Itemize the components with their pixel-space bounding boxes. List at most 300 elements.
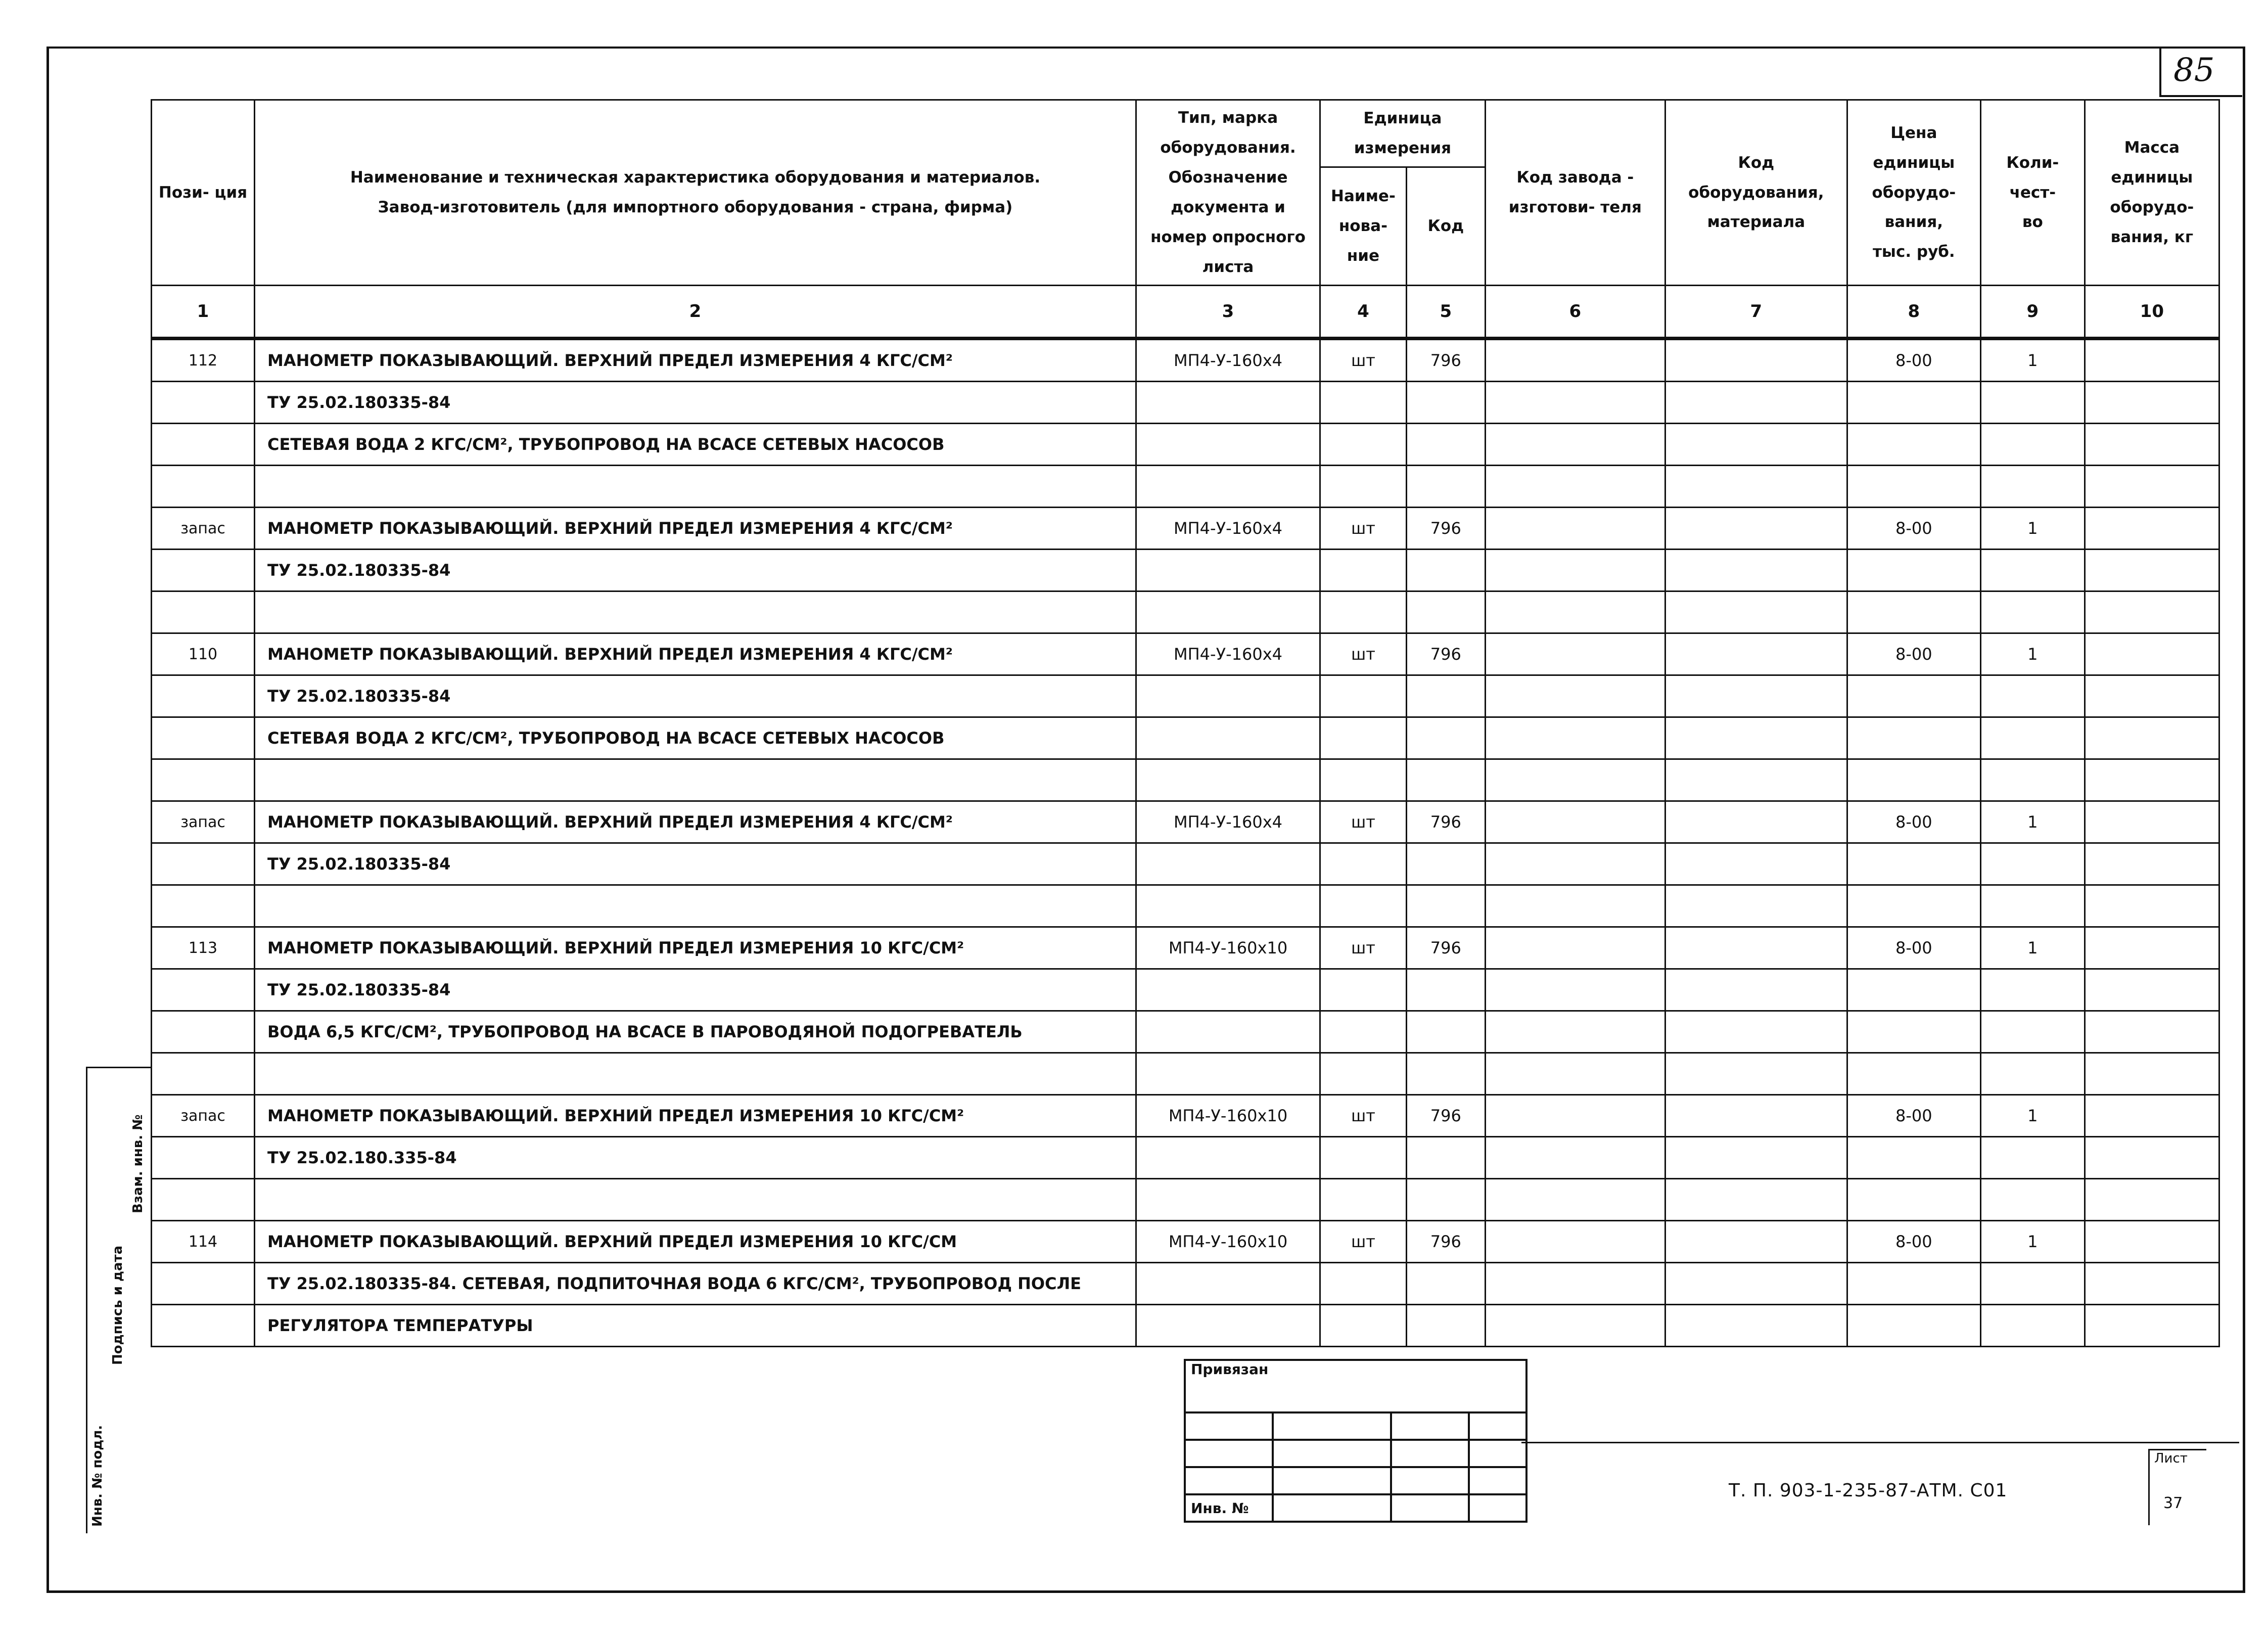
table-row <box>152 382 2219 424</box>
row-factory-code <box>1485 1221 1665 1263</box>
column-number-2: 2 <box>255 286 1136 339</box>
row-name: МАНОМЕТР ПОКАЗЫВАЮЩИЙ. ВЕРХНИЙ ПРЕДЕЛ ИЗМЕРЕНИЯ 10 КГС/СМ² <box>255 927 1136 969</box>
row-unit <box>1320 550 1407 591</box>
row-mass <box>2085 591 2219 633</box>
side-label-inventory: Инв. № подл. <box>90 1425 105 1527</box>
row-unit <box>1320 591 1407 633</box>
row-price: 8-00 <box>1847 633 1980 675</box>
row-name <box>255 759 1136 801</box>
row-name: СЕТЕВАЯ ВОДА 2 КГС/СМ², ТРУБОПРОВОД НА ВСАСЕ СЕТЕВЫХ НАСОСОВ <box>255 717 1136 759</box>
row-factory-code <box>1485 466 1665 508</box>
row-type <box>1136 382 1320 424</box>
row-factory-code <box>1485 424 1665 466</box>
row-unit-code <box>1406 1305 1485 1347</box>
table-row <box>152 885 2219 927</box>
row-name <box>255 591 1136 633</box>
row-name: ВОДА 6,5 КГС/СМ², ТРУБОПРОВОД НА ВСАСЕ В ПАРОВОДЯНОЙ ПОДОГРЕВАТЕЛЬ <box>255 1011 1136 1053</box>
row-factory-code <box>1485 927 1665 969</box>
row-unit-code <box>1406 550 1485 591</box>
row-position: 110 <box>152 633 255 675</box>
row-type: МП4-У-160х4 <box>1136 508 1320 550</box>
row-unit-code <box>1406 466 1485 508</box>
row-quantity <box>1980 550 2085 591</box>
column-number-5: 5 <box>1406 286 1485 339</box>
row-position <box>152 382 255 424</box>
row-name: ТУ 25.02.180335-84. СЕТЕВАЯ, ПОДПИТОЧНАЯ ВОДА 6 КГС/СМ², ТРУБОПРОВОД ПОСЛЕ <box>255 1263 1136 1305</box>
row-name: ТУ 25.02.180335-84 <box>255 675 1136 717</box>
row-type: МП4-У-160х4 <box>1136 801 1320 843</box>
row-equipment-code <box>1665 1179 1847 1221</box>
row-unit: шт <box>1320 801 1407 843</box>
table-row <box>152 675 2219 717</box>
sheet-number: 37 <box>2163 1494 2183 1512</box>
row-unit-code <box>1406 969 1485 1011</box>
row-price: 8-00 <box>1847 927 1980 969</box>
row-unit-code <box>1406 885 1485 927</box>
row-mass <box>2085 801 2219 843</box>
row-unit-code <box>1406 1011 1485 1053</box>
row-mass <box>2085 550 2219 591</box>
row-type <box>1136 550 1320 591</box>
row-equipment-code <box>1665 1137 1847 1179</box>
table-row <box>152 1095 2219 1137</box>
row-quantity <box>1980 1305 2085 1347</box>
row-name: МАНОМЕТР ПОКАЗЫВАЮЩИЙ. ВЕРХНИЙ ПРЕДЕЛ ИЗМЕРЕНИЯ 4 КГС/СМ² <box>255 339 1136 382</box>
row-position <box>152 1137 255 1179</box>
row-factory-code <box>1485 1305 1665 1347</box>
row-equipment-code <box>1665 675 1847 717</box>
row-position: запас <box>152 1095 255 1137</box>
row-factory-code <box>1485 508 1665 550</box>
row-price <box>1847 1011 1980 1053</box>
table-row <box>152 843 2219 885</box>
header-factory-code: Код завода - изготови- теля <box>1485 100 1665 286</box>
row-quantity <box>1980 675 2085 717</box>
row-position <box>152 717 255 759</box>
row-type <box>1136 885 1320 927</box>
page-number: 85 <box>2173 52 2215 89</box>
row-price <box>1847 1305 1980 1347</box>
row-unit <box>1320 382 1407 424</box>
row-position: 113 <box>152 927 255 969</box>
row-factory-code <box>1485 675 1665 717</box>
row-quantity <box>1980 424 2085 466</box>
row-quantity <box>1980 717 2085 759</box>
row-quantity <box>1980 1263 2085 1305</box>
row-quantity <box>1980 1179 2085 1221</box>
row-position: 114 <box>152 1221 255 1263</box>
row-position <box>152 759 255 801</box>
binding-stamp <box>1184 1359 1528 1523</box>
row-unit: шт <box>1320 927 1407 969</box>
row-equipment-code <box>1665 885 1847 927</box>
row-type: МП4-У-160х4 <box>1136 339 1320 382</box>
row-type <box>1136 591 1320 633</box>
table-row <box>152 969 2219 1011</box>
row-type <box>1136 1305 1320 1347</box>
header-price: Цена единицы оборудо- вания, тыс. руб. <box>1847 100 1980 286</box>
row-equipment-code <box>1665 339 1847 382</box>
row-type <box>1136 1053 1320 1095</box>
row-type <box>1136 1011 1320 1053</box>
row-unit: шт <box>1320 1221 1407 1263</box>
row-price <box>1847 550 1980 591</box>
row-equipment-code <box>1665 1221 1847 1263</box>
row-unit-code: 796 <box>1406 1221 1485 1263</box>
row-unit-code: 796 <box>1406 339 1485 382</box>
table-row <box>152 591 2219 633</box>
row-quantity: 1 <box>1980 1095 2085 1137</box>
row-price <box>1847 717 1980 759</box>
row-equipment-code <box>1665 927 1847 969</box>
row-position <box>152 1263 255 1305</box>
table-row <box>152 1179 2219 1221</box>
row-mass <box>2085 1053 2219 1095</box>
row-equipment-code <box>1665 591 1847 633</box>
row-unit <box>1320 675 1407 717</box>
table-row <box>152 1221 2219 1263</box>
row-mass <box>2085 717 2219 759</box>
row-unit-code: 796 <box>1406 927 1485 969</box>
row-quantity <box>1980 466 2085 508</box>
header-unit-code: Код <box>1406 167 1485 286</box>
row-equipment-code <box>1665 466 1847 508</box>
column-number-9: 9 <box>1980 286 2085 339</box>
row-position <box>152 1305 255 1347</box>
row-equipment-code <box>1665 1011 1847 1053</box>
row-type <box>1136 843 1320 885</box>
row-position <box>152 550 255 591</box>
row-factory-code <box>1485 550 1665 591</box>
row-price <box>1847 424 1980 466</box>
row-mass <box>2085 1305 2219 1347</box>
row-position <box>152 466 255 508</box>
row-price <box>1847 591 1980 633</box>
row-unit-code: 796 <box>1406 801 1485 843</box>
header-name-line2: Завод-изготовитель (для импортного оборудования - страна, фирма) <box>378 198 1013 216</box>
row-unit-code <box>1406 382 1485 424</box>
row-position: запас <box>152 508 255 550</box>
row-unit <box>1320 1137 1407 1179</box>
row-equipment-code <box>1665 1263 1847 1305</box>
row-unit-code <box>1406 717 1485 759</box>
side-label-replacement: Взам. инв. № <box>130 1114 146 1213</box>
stamp-bound-label: Привязан <box>1185 1360 1526 1412</box>
header-quantity: Коли- чест- во <box>1980 100 2085 286</box>
row-price: 8-00 <box>1847 339 1980 382</box>
row-price: 8-00 <box>1847 1095 1980 1137</box>
row-equipment-code <box>1665 550 1847 591</box>
row-factory-code <box>1485 801 1665 843</box>
table-row <box>152 633 2219 675</box>
row-name: ТУ 25.02.180335-84 <box>255 550 1136 591</box>
table-row <box>152 1137 2219 1179</box>
table-row <box>152 927 2219 969</box>
row-type <box>1136 1179 1320 1221</box>
table-row <box>152 508 2219 550</box>
header-type: Тип, марка оборудования. Обозначение документа и номер опросного листа <box>1136 100 1320 286</box>
row-factory-code <box>1485 1095 1665 1137</box>
row-mass <box>2085 885 2219 927</box>
row-unit <box>1320 843 1407 885</box>
row-price <box>1847 843 1980 885</box>
row-price: 8-00 <box>1847 508 1980 550</box>
row-price <box>1847 1053 1980 1095</box>
row-factory-code <box>1485 1263 1665 1305</box>
row-name: МАНОМЕТР ПОКАЗЫВАЮЩИЙ. ВЕРХНИЙ ПРЕДЕЛ ИЗМЕРЕНИЯ 4 КГС/СМ² <box>255 508 1136 550</box>
table-row <box>152 717 2219 759</box>
row-equipment-code <box>1665 969 1847 1011</box>
row-name <box>255 1179 1136 1221</box>
header-unit-name: Наиме- нова- ние <box>1320 167 1407 286</box>
row-quantity <box>1980 1011 2085 1053</box>
row-unit <box>1320 1011 1407 1053</box>
row-unit-code <box>1406 759 1485 801</box>
row-mass <box>2085 466 2219 508</box>
table-row <box>152 1011 2219 1053</box>
row-unit: шт <box>1320 1095 1407 1137</box>
row-position: 112 <box>152 339 255 382</box>
row-factory-code <box>1485 1179 1665 1221</box>
row-name: СЕТЕВАЯ ВОДА 2 КГС/СМ², ТРУБОПРОВОД НА ВСАСЕ СЕТЕВЫХ НАСОСОВ <box>255 424 1136 466</box>
row-position <box>152 885 255 927</box>
row-position <box>152 969 255 1011</box>
column-number-3: 3 <box>1136 286 1320 339</box>
row-mass <box>2085 1221 2219 1263</box>
header-name <box>255 100 1136 286</box>
row-price <box>1847 1179 1980 1221</box>
row-quantity <box>1980 885 2085 927</box>
row-quantity <box>1980 969 2085 1011</box>
row-quantity: 1 <box>1980 801 2085 843</box>
row-position <box>152 1011 255 1053</box>
row-equipment-code <box>1665 1095 1847 1137</box>
row-name: ТУ 25.02.180335-84 <box>255 382 1136 424</box>
row-unit <box>1320 885 1407 927</box>
table-row <box>152 1053 2219 1095</box>
row-position: запас <box>152 801 255 843</box>
row-type <box>1136 675 1320 717</box>
table-row <box>152 1263 2219 1305</box>
row-type: МП4-У-160х10 <box>1136 1095 1320 1137</box>
row-type <box>1136 466 1320 508</box>
row-unit <box>1320 717 1407 759</box>
row-mass <box>2085 1011 2219 1053</box>
row-mass <box>2085 1137 2219 1179</box>
row-price <box>1847 382 1980 424</box>
row-mass <box>2085 969 2219 1011</box>
specification-body <box>152 339 2219 1347</box>
row-price: 8-00 <box>1847 1221 1980 1263</box>
column-number-4: 4 <box>1320 286 1407 339</box>
row-unit <box>1320 969 1407 1011</box>
column-number-10: 10 <box>2085 286 2219 339</box>
row-mass <box>2085 339 2219 382</box>
row-unit-code <box>1406 424 1485 466</box>
row-factory-code <box>1485 717 1665 759</box>
row-mass <box>2085 633 2219 675</box>
row-quantity <box>1980 759 2085 801</box>
header-equipment-code: Код оборудования, материала <box>1665 100 1847 286</box>
row-quantity: 1 <box>1980 633 2085 675</box>
header-name-line1: Наименование и техническая характеристика оборудования и материалов. <box>350 168 1041 187</box>
row-type <box>1136 1137 1320 1179</box>
table-row <box>152 1305 2219 1347</box>
row-unit-code <box>1406 1137 1485 1179</box>
row-price <box>1847 466 1980 508</box>
row-quantity: 1 <box>1980 508 2085 550</box>
table-row <box>152 759 2219 801</box>
row-factory-code <box>1485 339 1665 382</box>
row-equipment-code <box>1665 1305 1847 1347</box>
row-name: МАНОМЕТР ПОКАЗЫВАЮЩИЙ. ВЕРХНИЙ ПРЕДЕЛ ИЗМЕРЕНИЯ 4 КГС/СМ² <box>255 633 1136 675</box>
table-row <box>152 550 2219 591</box>
row-mass <box>2085 1263 2219 1305</box>
row-mass <box>2085 759 2219 801</box>
row-equipment-code <box>1665 508 1847 550</box>
row-name: МАНОМЕТР ПОКАЗЫВАЮЩИЙ. ВЕРХНИЙ ПРЕДЕЛ ИЗМЕРЕНИЯ 4 КГС/СМ² <box>255 801 1136 843</box>
row-quantity <box>1980 843 2085 885</box>
column-number-8: 8 <box>1847 286 1980 339</box>
row-equipment-code <box>1665 382 1847 424</box>
row-unit-code <box>1406 1263 1485 1305</box>
row-unit-code <box>1406 843 1485 885</box>
row-price <box>1847 1263 1980 1305</box>
row-name: ТУ 25.02.180.335-84 <box>255 1137 1136 1179</box>
row-position <box>152 1053 255 1095</box>
side-label-signature: Подпись и дата <box>110 1245 125 1365</box>
row-position <box>152 843 255 885</box>
row-factory-code <box>1485 1137 1665 1179</box>
row-type: МП4-У-160х10 <box>1136 927 1320 969</box>
row-quantity: 1 <box>1980 1221 2085 1263</box>
row-type <box>1136 424 1320 466</box>
row-mass <box>2085 1095 2219 1137</box>
header-mass: Масса единицы оборудо- вания, кг <box>2085 100 2219 286</box>
row-unit: шт <box>1320 339 1407 382</box>
row-factory-code <box>1485 591 1665 633</box>
row-name: ТУ 25.02.180335-84 <box>255 969 1136 1011</box>
row-type: МП4-У-160х4 <box>1136 633 1320 675</box>
row-price <box>1847 675 1980 717</box>
row-name: МАНОМЕТР ПОКАЗЫВАЮЩИЙ. ВЕРХНИЙ ПРЕДЕЛ ИЗМЕРЕНИЯ 10 КГС/СМ² <box>255 1095 1136 1137</box>
row-equipment-code <box>1665 1053 1847 1095</box>
header-position: Пози- ция <box>152 100 255 286</box>
row-price <box>1847 1137 1980 1179</box>
row-unit <box>1320 1305 1407 1347</box>
row-unit-code: 796 <box>1406 508 1485 550</box>
sheet-label: Лист <box>2154 1451 2188 1466</box>
row-unit-code <box>1406 591 1485 633</box>
row-name <box>255 466 1136 508</box>
row-factory-code <box>1485 759 1665 801</box>
row-type <box>1136 717 1320 759</box>
row-factory-code <box>1485 1053 1665 1095</box>
row-type: МП4-У-160х10 <box>1136 1221 1320 1263</box>
row-position <box>152 1179 255 1221</box>
row-factory-code <box>1485 1011 1665 1053</box>
row-mass <box>2085 382 2219 424</box>
row-name <box>255 1053 1136 1095</box>
row-unit: шт <box>1320 508 1407 550</box>
row-unit <box>1320 424 1407 466</box>
specification-table <box>151 99 2220 1347</box>
row-mass <box>2085 1179 2219 1221</box>
row-equipment-code <box>1665 633 1847 675</box>
row-factory-code <box>1485 885 1665 927</box>
row-quantity <box>1980 1137 2085 1179</box>
row-position <box>152 675 255 717</box>
row-unit <box>1320 759 1407 801</box>
row-equipment-code <box>1665 717 1847 759</box>
row-position <box>152 424 255 466</box>
row-unit-code: 796 <box>1406 1095 1485 1137</box>
table-row <box>152 424 2219 466</box>
row-price <box>1847 759 1980 801</box>
row-unit <box>1320 466 1407 508</box>
row-equipment-code <box>1665 843 1847 885</box>
column-number-1: 1 <box>152 286 255 339</box>
title-block-line <box>1521 1442 2239 1443</box>
column-number-6: 6 <box>1485 286 1665 339</box>
row-name: РЕГУЛЯТОРА ТЕМПЕРАТУРЫ <box>255 1305 1136 1347</box>
row-quantity <box>1980 591 2085 633</box>
row-mass <box>2085 843 2219 885</box>
row-name: ТУ 25.02.180335-84 <box>255 843 1136 885</box>
row-position <box>152 591 255 633</box>
row-factory-code <box>1485 969 1665 1011</box>
row-factory-code <box>1485 633 1665 675</box>
row-unit: шт <box>1320 633 1407 675</box>
table-row <box>152 801 2219 843</box>
row-mass <box>2085 508 2219 550</box>
table-row <box>152 339 2219 382</box>
row-quantity <box>1980 382 2085 424</box>
row-factory-code <box>1485 382 1665 424</box>
row-unit-code: 796 <box>1406 633 1485 675</box>
table-row <box>152 466 2219 508</box>
row-unit-code <box>1406 1179 1485 1221</box>
row-equipment-code <box>1665 801 1847 843</box>
row-name <box>255 885 1136 927</box>
row-unit-code <box>1406 675 1485 717</box>
row-mass <box>2085 927 2219 969</box>
row-equipment-code <box>1665 759 1847 801</box>
row-price: 8-00 <box>1847 801 1980 843</box>
row-unit <box>1320 1263 1407 1305</box>
row-price <box>1847 969 1980 1011</box>
row-quantity: 1 <box>1980 339 2085 382</box>
row-price <box>1847 885 1980 927</box>
column-number-7: 7 <box>1665 286 1847 339</box>
column-number-row <box>152 286 2219 339</box>
row-unit <box>1320 1179 1407 1221</box>
row-equipment-code <box>1665 424 1847 466</box>
row-mass <box>2085 675 2219 717</box>
row-name: МАНОМЕТР ПОКАЗЫВАЮЩИЙ. ВЕРХНИЙ ПРЕДЕЛ ИЗМЕРЕНИЯ 10 КГС/СМ <box>255 1221 1136 1263</box>
row-type <box>1136 969 1320 1011</box>
row-quantity: 1 <box>1980 927 2085 969</box>
row-unit-code <box>1406 1053 1485 1095</box>
stamp-inv-label: Инв. № <box>1185 1494 1273 1522</box>
row-mass <box>2085 424 2219 466</box>
header-unit-group: Единица измерения <box>1320 100 1486 167</box>
row-type <box>1136 1263 1320 1305</box>
row-unit <box>1320 1053 1407 1095</box>
row-type <box>1136 759 1320 801</box>
row-factory-code <box>1485 843 1665 885</box>
row-quantity <box>1980 1053 2085 1095</box>
